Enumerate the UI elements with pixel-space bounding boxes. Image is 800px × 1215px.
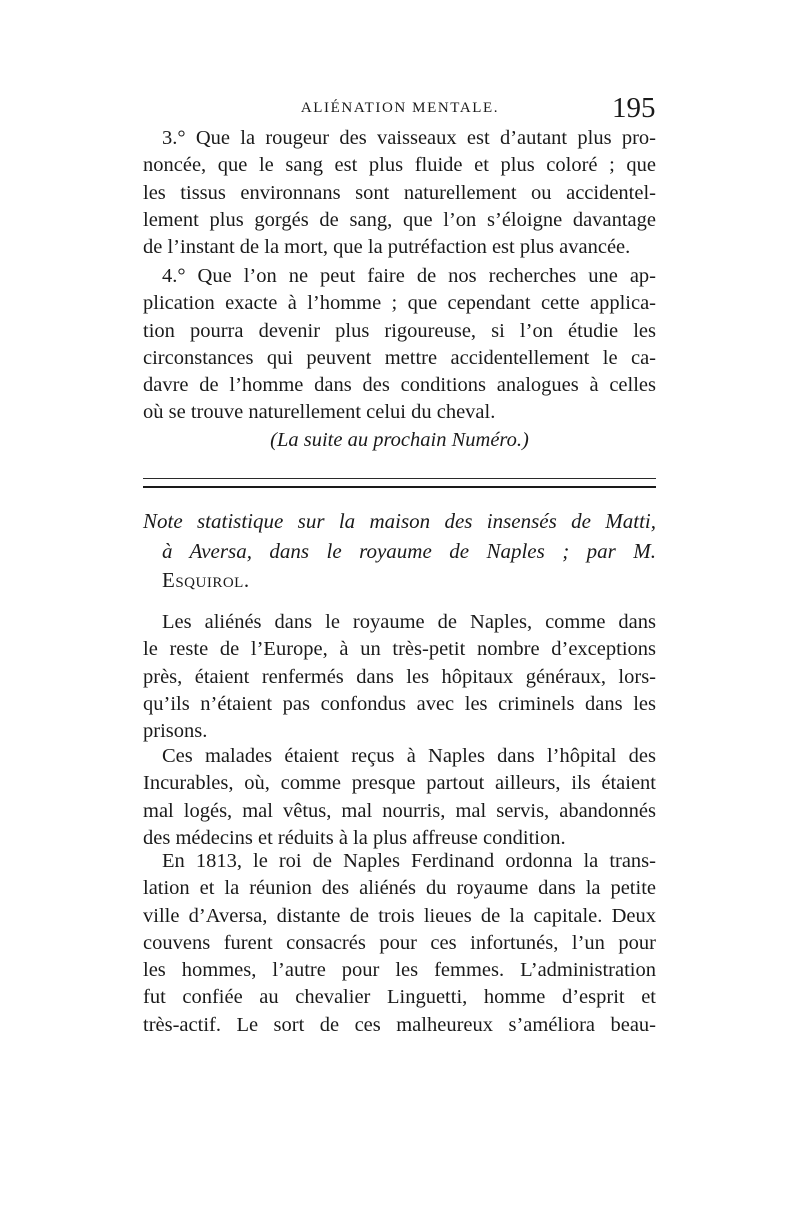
text-line: Les aliénés dans le royaume de Naples, comme dans: [162, 611, 656, 633]
text-line: de l’instant de la mort, que la putréfaction est plus avancée.: [143, 236, 631, 259]
text-line: En 1813, le roi de Naples Ferdinand ordonna la trans-: [162, 850, 656, 872]
text-line: les tissus environnans sont naturellement ou accidentel-: [143, 181, 656, 204]
section-divider: [143, 478, 656, 488]
text-line: ville d’Aversa, distante de trois lieues de la capitale. Deux: [143, 904, 656, 927]
text-line: Ces malades étaient reçus à Naples dans l’hôpital des: [162, 745, 656, 767]
text-line: prisons.: [143, 720, 208, 743]
text-line: qu’ils n’étaient pas confondus avec les criminels dans les: [143, 692, 656, 715]
text-line: lement plus gorgés de sang, que l’on s’éloigne davantage: [143, 208, 656, 231]
article-title-line: Note statistique sur la maison des insensés de Matti,: [143, 509, 656, 533]
continuation-note: (La suite au prochain Numéro.): [270, 428, 529, 451]
text-line: des médecins et réduits à la plus affreuse condition.: [143, 826, 566, 849]
text-line: davre de l’homme dans des conditions analogues à celles: [143, 374, 656, 397]
paragraph-conclusion-4: [143, 263, 656, 454]
article-title: [143, 507, 656, 596]
text-line: les hommes, l’autre pour les femmes. L’administration: [143, 959, 656, 982]
text-line: 4.° Que l’on ne peut faire de nos recherches une ap-: [162, 265, 656, 287]
text-line: très-actif. Le sort de ces malheureux s’améliora beau-: [143, 1013, 656, 1036]
paragraph-conclusion-3: [143, 125, 656, 261]
text-line: près, étaient renfermés dans les hôpitaux généraux, lors-: [143, 665, 656, 688]
text-line: circonstances qui peuvent mettre accidentellement le ca-: [143, 346, 656, 369]
divider-thick-rule: [143, 486, 656, 488]
text-line: fut confiée au chevalier Linguetti, homme d’esprit et: [143, 986, 656, 1009]
article-title-line: à Aversa, dans le royaume de Naples ; par M.: [162, 538, 656, 563]
paragraph-article-3: [143, 848, 656, 1039]
paragraph-article-2: [143, 743, 656, 852]
text-line: le reste de l’Europe, à un très-petit nombre d’exceptions: [143, 638, 656, 661]
text-line: noncée, que le sang est plus fluide et plus coloré ; que: [143, 154, 656, 177]
page-number: 195: [612, 92, 656, 124]
running-title: ALIÉNATION MENTALE.: [300, 100, 500, 116]
article-author: Esquirol.: [162, 568, 250, 592]
text-line: 3.° Que la rougeur des vaisseaux est d’autant plus pro-: [162, 127, 656, 149]
text-line: plication exacte à l’homme ; que cependant cette applica-: [143, 292, 656, 315]
text-line: Incurables, où, comme presque partout ailleurs, ils étaient: [143, 772, 656, 795]
paragraph-article-1: [143, 609, 656, 745]
text-line: mal logés, mal vêtus, mal nourris, mal servis, abandonnés: [143, 799, 656, 822]
text-line: où se trouve naturellement celui du cheval.: [143, 401, 496, 424]
text-line: lation et la réunion des aliénés du royaume dans la petite: [143, 877, 656, 900]
text-line: tion pourra devenir plus rigoureuse, si l’on étudie les: [143, 319, 656, 342]
divider-thin-rule: [143, 478, 656, 479]
text-line: couvens furent consacrés pour ces infortunés, l’un pour: [143, 931, 656, 954]
